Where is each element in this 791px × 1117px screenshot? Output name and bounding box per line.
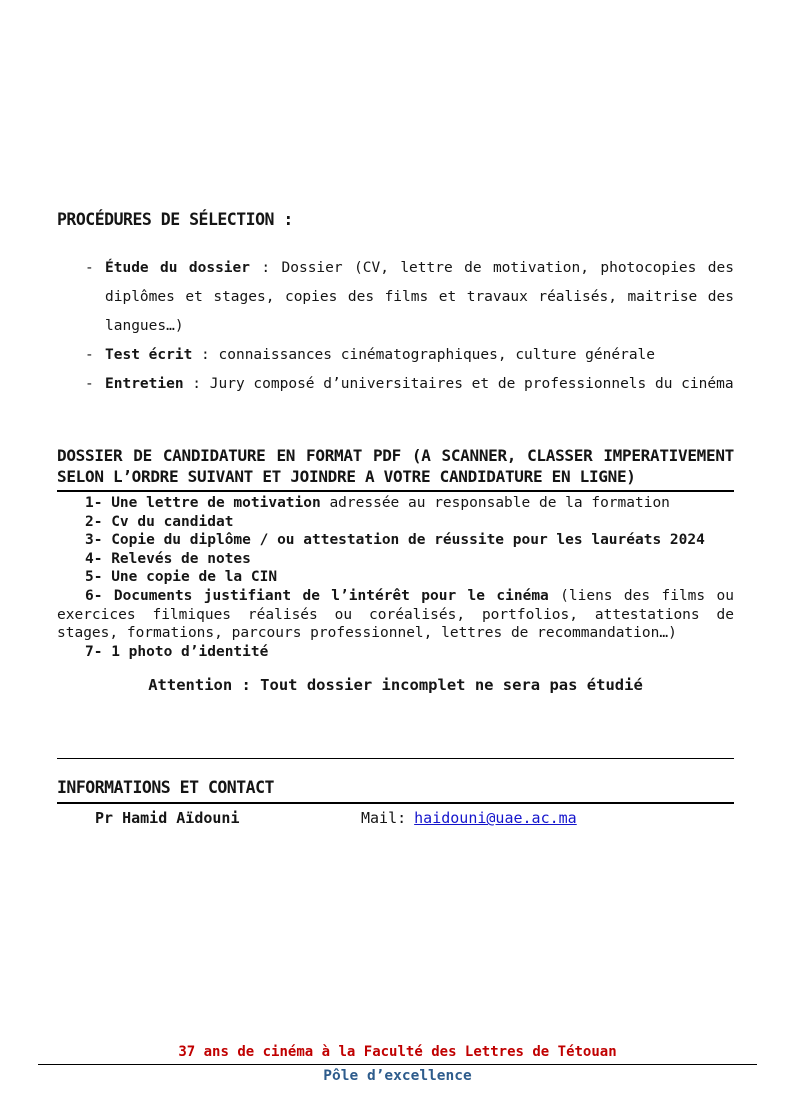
list-item-rest: Jury composé d’universitaires et de professionnels du cinéma [209,376,734,392]
list-item-rest: connaissances cinématographiques, culture générale [218,347,656,363]
contact-name: Pr Hamid Aïdouni [95,809,240,828]
list-item-label: Documents justifiant de l’intérêt pour le cinéma [113,587,549,604]
list-item-rest: adressée au responsable de la formation [320,495,670,511]
list-item-sep: : [183,376,210,392]
dossier-title: DOSSIER DE CANDIDATURE EN FORMAT PDF (A SCANNER, CLASSER IMPERATIVEMENT SELON L’ORDRE SUIVANT ET JOINDRE A VOTRE CANDIDATURE EN LIGNE) [57,445,734,492]
list-item-label: Relevés de notes [111,550,251,567]
list-item-sep: : [192,347,219,363]
list-item [57,494,734,513]
bullet-dash: - [85,376,94,392]
mail-label: Mail: [361,809,407,828]
footer-tagline-blue: Pôle d’excellence [323,1068,472,1084]
mail-link[interactable]: haidouni@uae.ac.ma [414,809,577,828]
list-item [57,531,734,550]
list-item [57,341,734,370]
list-item-text [105,370,734,399]
list-item [57,513,734,532]
list-item-text [105,341,734,370]
list-item-label: Entretien [105,376,184,392]
list-item-number: 3- [85,532,112,549]
list-item [57,643,734,662]
footer-rule [38,1064,757,1065]
list-item-label: 1 photo d’identité [111,643,269,660]
list-item [57,568,734,587]
dossier-document-list [57,494,734,661]
contact-title: INFORMATIONS ET CONTACT [57,778,734,804]
list-item-sep: : [250,260,282,276]
footer-tagline-red: 37 ans de cinéma à la Faculté des Lettres de Tétouan [178,1044,617,1060]
procedures-list [57,254,734,399]
bullet-dash: - [85,347,94,363]
contact-row [57,806,734,830]
list-item [57,587,734,643]
list-item-rest: (liens des films ou exercices filmiques réalisés ou coréalisés, portfolios, attestations de stages, formations, parcours professionnel, lettres de recommandation…) [57,587,734,642]
list-item-number: 1- [85,495,112,511]
list-item-number: 7- [85,643,112,660]
list-item-rest: Dossier (CV, lettre de motivation, photocopies des diplômes et stages, copies des films et travaux réalisés, maitrise des langues…) [105,260,734,334]
bullet-dash: - [85,260,94,276]
horizontal-rule [57,758,734,759]
page-footer [38,1042,757,1086]
list-item-label: Copie du diplôme / ou attestation de réussite pour les lauréats 2024 [111,532,705,549]
list-item-label: Une copie de la CIN [111,569,278,586]
list-item-number: 5- [85,569,112,586]
procedures-title: PROCÉDURES DE SÉLECTION : [57,210,293,229]
list-item-label: Test écrit [105,347,193,363]
list-item-label: Une lettre de motivation [111,495,321,511]
list-item-label: Cv du candidat [111,513,234,530]
list-item-number: 6- [85,587,114,604]
list-item-number: 2- [85,513,112,530]
list-item-text [105,254,734,341]
list-item [57,370,734,399]
list-item [57,550,734,569]
list-item [57,254,734,341]
warning-text: Attention : Tout dossier incomplet ne sera pas étudié [148,676,643,695]
list-item-label: Étude du dossier [105,260,250,276]
list-item-number: 4- [85,550,112,567]
